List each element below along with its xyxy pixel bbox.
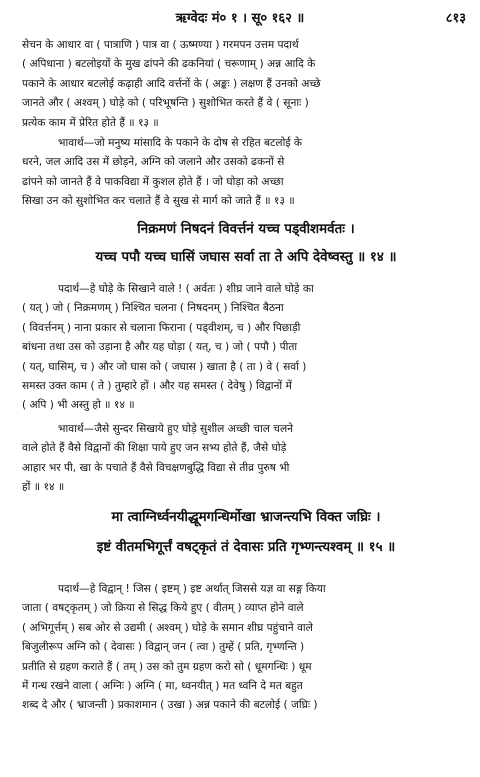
text-line: में गन्ध रखने वाला ( अग्निः ) अग्नि ( मा, ध्वनयीत् ) मत ध्वनि दे मत बहुत — [22, 680, 303, 693]
mantra-15-line-2: इष्टं वीतमभिगूर्त्तं वषट्कृतं तं देवासः प्रति गृभ्णन्त्यश्वम् ॥ १५ ॥ — [96, 539, 396, 555]
text-line: वाले होते हैं वैसे विद्वानों की शिक्षा पाये हुए जन सभ्य होते हैं, जैसे घोड़े — [22, 442, 287, 455]
commentary-continuation — [22, 36, 470, 133]
text-line: ( यत् ) जो ( निक्रमणम् ) निश्चित चलना ( निषदनम् ) निश्चित बैठना — [22, 302, 284, 315]
text-line: शब्द दे और ( भ्राजन्ती ) प्रकाशमान ( उखा ) अन्न पकाने की बटलोई ( जघ्रिः ) — [22, 699, 318, 712]
page-number: ८१३ — [445, 11, 466, 26]
bhavarth-14 — [22, 420, 470, 498]
text-line: ढांपने को जानते हैं वे पाकविद्या में कुशल होते हैं । जो घोड़ा को अच्छा — [22, 175, 284, 188]
text-line: सिखा उन को सुशोभित कर चलाते हैं वे सुख से मार्ग को जाते हैं ॥ १३ ॥ — [22, 195, 295, 208]
padarth-14 — [22, 280, 470, 416]
text-line: सेचन के आधार वा ( पात्राणि ) पात्र वा ( ऊष्मण्या ) गरमपन उत्तम पदार्थ — [22, 39, 299, 51]
text-line: आहार भर पी, खा के पचाते हैं वैसे विचक्षणबुद्धि विद्या से तीव्र पुरुष भी — [22, 461, 290, 474]
page-header — [0, 6, 480, 28]
text-line: बांधना तथा उस को उड़ाना है और यह घोड़ा ( यत्, च ) जो ( पपौ ) पीता — [22, 341, 298, 354]
text-line: धरने, जल आदि उस में छोड़ने, अग्नि को जलाने और उसको ढकनों से — [22, 156, 285, 169]
text-line: पकाने के आधार बटलोई कढ़ाही आदि वर्त्तनों के ( अङ्कः ) लक्षण हैं उनको अच्छे — [22, 77, 321, 90]
text-line: प्रत्येक काम में प्रेरित होते हैं ॥ १३ ॥ — [22, 116, 159, 129]
text-line: ( यत्, घासिम्, च ) और जो घास को ( जघास ) खाता है ( ता ) वे ( सर्वा ) — [22, 360, 307, 373]
mantra-14-line-2: यच्च पपौ यच्च घासिं जघास सर्वा ता ते अपि देवेष्वस्तु ॥ १४ ॥ — [95, 249, 397, 265]
text-line: भावार्थ—जो मनुष्य मांसादि के पकाने के दोष से रहित बटलोई के — [58, 137, 303, 149]
text-line: प्रतीति से ग्रहण कराते हैं ( तम् ) उस को तुम ग्रहण करो सो ( धूमगन्धिः ) धूम — [22, 660, 312, 673]
text-line: ( अपि ) भी अस्तु हो ॥ १४ ॥ — [22, 399, 135, 412]
mantra-14-line-1: निक्रमणं निषदनं विवर्त्तनं यच्च पड्वीशमर्वतः । — [137, 221, 355, 237]
text-line: पदार्थ—हे विद्वान् ! जिस ( इष्टम् ) इष्ट अर्थात् जिससे यज्ञ वा सङ्ग किया — [58, 583, 326, 595]
bhavarth-13 — [22, 134, 470, 212]
text-line: जानते और ( अश्वम् ) घोड़े को ( परिभूषन्ति ) सुशोभित करते हैं वे ( सूनाः ) — [22, 97, 309, 110]
text-line: पदार्थ—हे घोड़े के सिखाने वाले ! ( अर्वतः ) शीघ्र जाने वाले घोड़े का — [58, 283, 314, 295]
running-title: ऋग्वेदः मं० १ । सू० १६२ ॥ — [175, 11, 305, 26]
text-line: ( अपिधाना ) बटलोइयों के मुख ढांपने की ढकनियां ( चरूणाम् ) अन्न आदि के — [22, 58, 316, 71]
text-line: ( अभिगूर्त्तम् ) सब ओर से उद्यमी ( अश्वम् ) घोड़े के समान शीघ्र पहुंचाने वाले — [22, 621, 313, 634]
text-line: हों ॥ १४ ॥ — [22, 481, 65, 494]
padarth-15 — [22, 580, 470, 716]
mantra-15-line-1: मा त्वाग्निर्ध्वनयीद्धूमगन्धिर्मोखा भ्राजन्त्यभि विक्त जघ्रिः । — [111, 509, 381, 525]
text-line: समस्त उक्त काम ( ते ) तुम्हारे हों । और यह समस्त ( देवेषु ) विद्वानों में — [22, 380, 292, 393]
text-line: ( विवर्त्तनम् ) नाना प्रकार से चलाना फिराना ( पड्वीशम्, च ) और पिछाड़ी — [22, 321, 301, 334]
text-line: भावार्थ—जैसे सुन्दर सिखाये हुए घोड़े सुशील अच्छी चाल चलने — [58, 423, 294, 435]
text-line: जाता ( वषट्कृतम् ) जो क्रिया से सिद्ध किये हुए ( वीतम् ) व्याप्त होने वाले — [22, 602, 304, 615]
text-line: बिजुलीरूप अग्नि को ( देवासः ) विद्वान् जन ( त्वा ) तुम्हें ( प्रति, गृभ्णन्ति ) — [22, 641, 305, 654]
